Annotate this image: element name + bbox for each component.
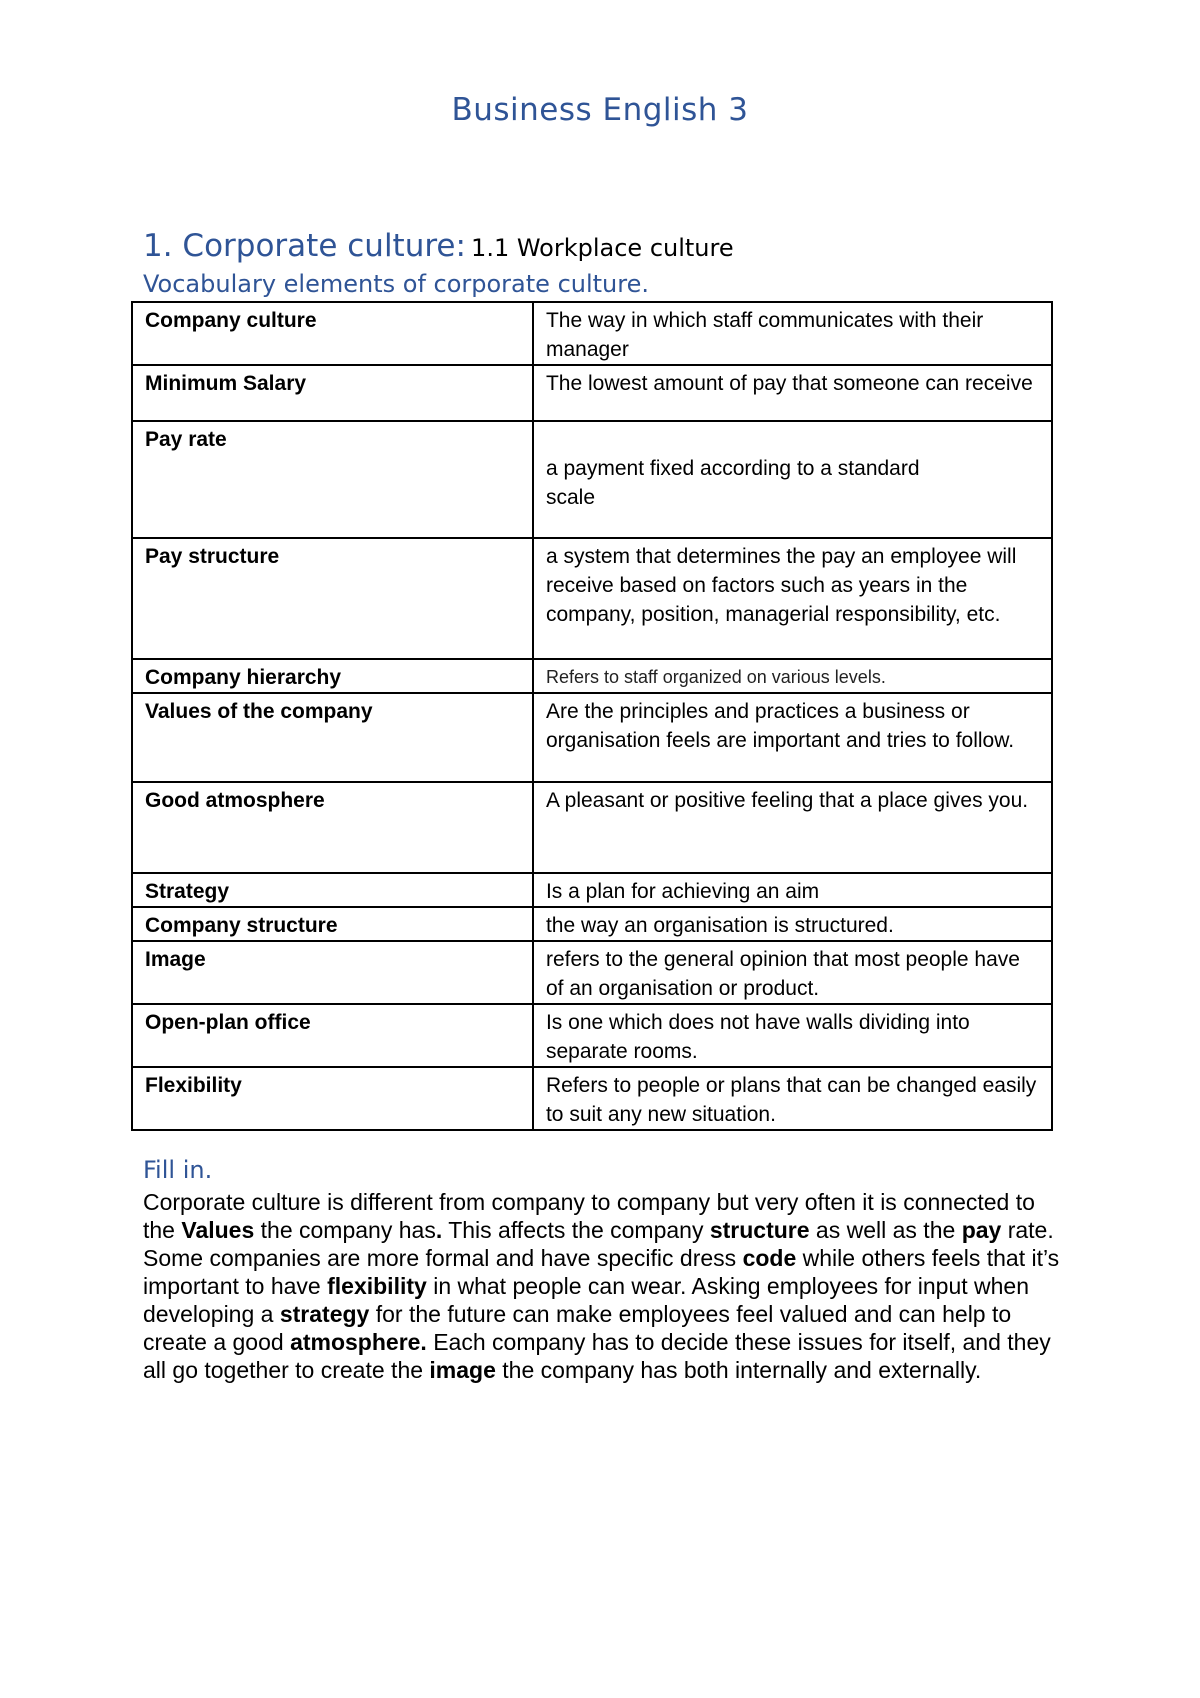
- definition-cell: The lowest amount of pay that someone can receive: [533, 365, 1052, 421]
- definition-cell: Are the principles and practices a business or organisation feels are important and tries to follow.: [533, 693, 1052, 782]
- table-row: [132, 873, 1052, 907]
- definition-cell: the way an organisation is structured.: [533, 907, 1052, 941]
- definition-cell: refers to the general opinion that most people have of an organisation or product.: [533, 941, 1052, 1004]
- term-cell: Flexibility: [132, 1067, 533, 1130]
- answer-word: image: [429, 1357, 496, 1383]
- definition-cell: Is a plan for achieving an aim: [533, 873, 1052, 907]
- term-cell: Minimum Salary: [132, 365, 533, 421]
- answer-word: atmosphere.: [290, 1329, 427, 1355]
- text-segment: as well as the: [809, 1217, 962, 1243]
- text-segment: for the future can make employees feel valued and can help to create a good: [143, 1301, 1012, 1355]
- table-row: [132, 1067, 1052, 1130]
- term-cell: Pay rate: [132, 421, 533, 538]
- fill-in-heading: Fill in.: [143, 1156, 213, 1184]
- table-row: [132, 1004, 1052, 1067]
- answer-word: Values: [181, 1217, 255, 1243]
- text-segment: This affects the company: [442, 1217, 710, 1243]
- fill-in-paragraph: [143, 1188, 1073, 1384]
- text-segment: in what people can wear. Asking employees for input when developing a: [143, 1273, 1030, 1327]
- text-segment: the company has both internally and externally.: [495, 1357, 982, 1383]
- definition-cell: [533, 421, 1052, 538]
- term-cell: Strategy: [132, 873, 533, 907]
- answer-word: code: [742, 1245, 797, 1271]
- section-title: 1. Corporate culture:: [143, 228, 466, 264]
- definition-text: a payment fixed according to a standard scale: [545, 457, 920, 509]
- answer-word: structure: [709, 1217, 810, 1243]
- definition-cell: A pleasant or positive feeling that a place gives you.: [533, 782, 1052, 873]
- text-segment: Corporate culture is different from company to company but very often it is connected to the: [143, 1189, 1035, 1243]
- definition-cell: a system that determines the pay an employee will receive based on factors such as years in the company, position, managerial responsibility, etc.: [533, 538, 1052, 659]
- answer-word: strategy: [279, 1301, 370, 1327]
- term-cell: Company structure: [132, 907, 533, 941]
- definition-cell: Is one which does not have walls dividing into separate rooms.: [533, 1004, 1052, 1067]
- table-row: [132, 538, 1052, 659]
- table-row: [132, 365, 1052, 421]
- table-row: [132, 782, 1052, 873]
- table-row: [132, 421, 1052, 538]
- term-cell: Open-plan office: [132, 1004, 533, 1067]
- answer-word: .: [435, 1217, 443, 1243]
- table-row: [132, 907, 1052, 941]
- table-row: [132, 693, 1052, 782]
- text-segment: rate. Some companies are more formal and have specific dress: [143, 1217, 1054, 1271]
- term-cell: Pay structure: [132, 538, 533, 659]
- answer-word: pay: [961, 1217, 1002, 1243]
- vocabulary-table: [131, 301, 1053, 1131]
- term-cell: Image: [132, 941, 533, 1004]
- document-title: Business English 3: [451, 92, 749, 128]
- table-row: [132, 941, 1052, 1004]
- vocab-heading: Vocabulary elements of corporate culture.: [143, 270, 649, 298]
- section-subtitle: 1.1 Workplace culture: [471, 234, 734, 262]
- definition-cell: Refers to people or plans that can be changed easily to suit any new situation.: [533, 1067, 1052, 1130]
- table-row: [132, 659, 1052, 693]
- text-segment: while others feels that it’s important to have: [143, 1245, 1060, 1299]
- section-heading: [143, 228, 734, 264]
- text-segment: Each company has to decide these issues for itself, and they all go together to create the: [143, 1329, 1051, 1383]
- term-cell: Values of the company: [132, 693, 533, 782]
- definition-cell: The way in which staff communicates with their manager: [533, 302, 1052, 365]
- term-cell: Company hierarchy: [132, 659, 533, 693]
- term-cell: Company culture: [132, 302, 533, 365]
- term-cell: Good atmosphere: [132, 782, 533, 873]
- table-row: [132, 302, 1052, 365]
- definition-cell: Refers to staff organized on various levels.: [533, 659, 1052, 693]
- answer-word: flexibility: [327, 1273, 427, 1299]
- text-segment: the company has: [254, 1217, 436, 1243]
